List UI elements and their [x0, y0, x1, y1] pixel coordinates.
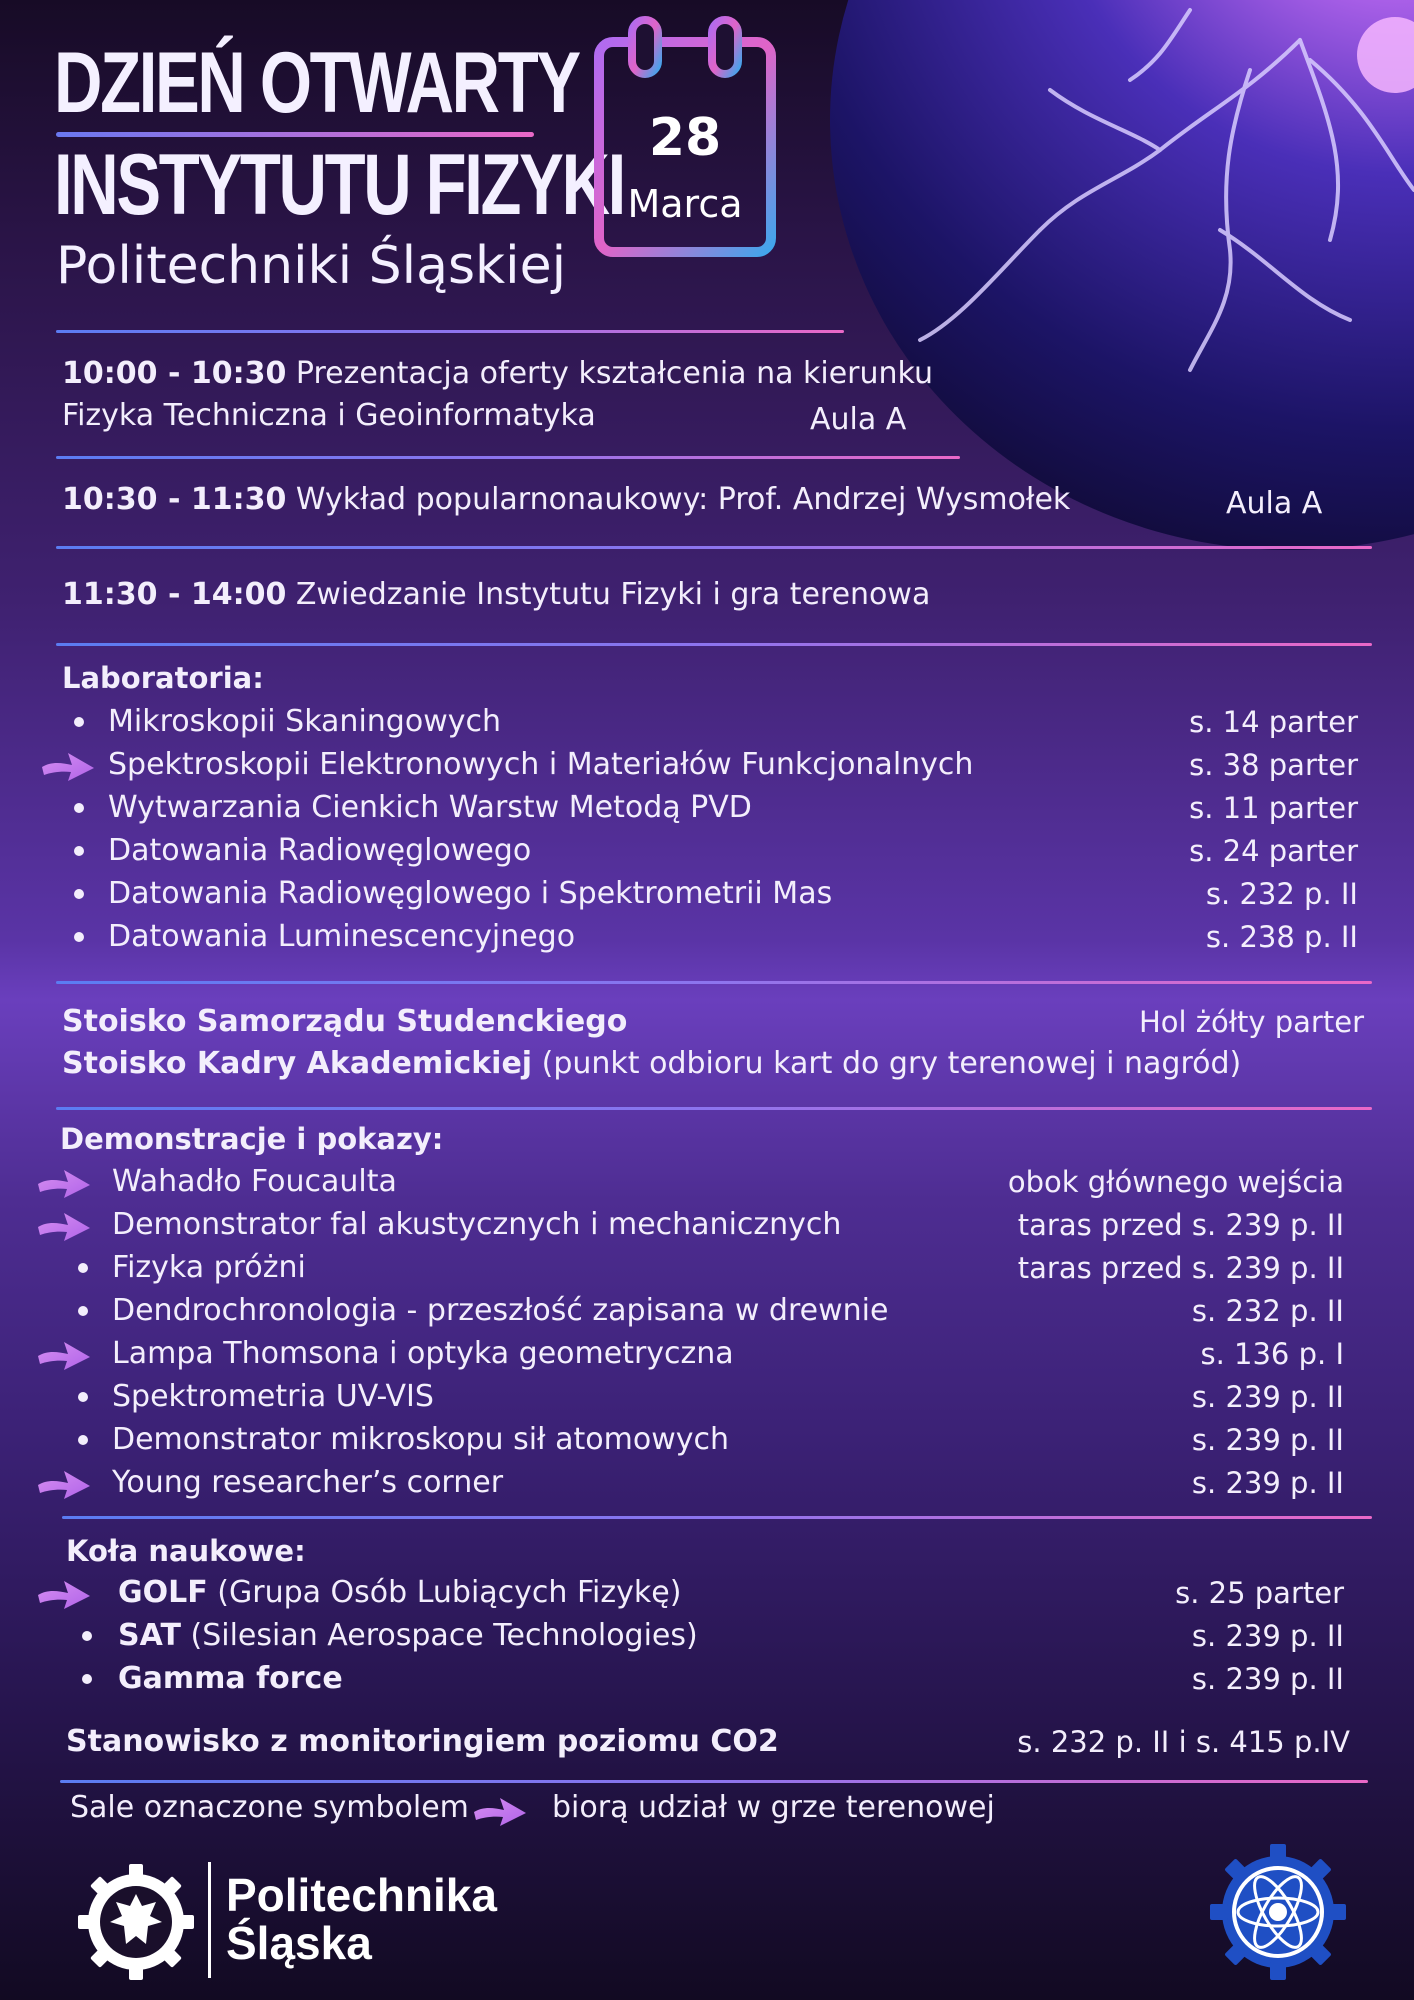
- divider: [56, 981, 1372, 984]
- logo-text-line1: Politechnika: [226, 1869, 497, 1921]
- clubs-heading: Koła naukowe:: [66, 1534, 306, 1568]
- bullet-icon: [74, 889, 84, 899]
- lab-name: Datowania Radiowęglowego i Spektrometrii Mas: [108, 876, 833, 911]
- demo-name: Lampa Thomsona i optyka geometryczna: [112, 1336, 734, 1371]
- club-name-bold: GOLF: [118, 1575, 208, 1610]
- arrow-icon: [34, 1201, 94, 1247]
- bullet-icon: [78, 1306, 88, 1316]
- demo-room: taras przed s. 239 p. II: [1017, 1251, 1344, 1285]
- schedule-text: Prezentacja oferty kształcenia na kierunku: [295, 356, 934, 391]
- arrow-icon: [470, 1786, 530, 1832]
- calendar-icon: [592, 16, 778, 260]
- demos-heading: Demonstracje i pokazy:: [60, 1122, 444, 1156]
- schedule-text-line2: Fizyka Techniczna i Geoinformatyka: [62, 398, 596, 433]
- lab-room: s. 24 parter: [1189, 834, 1358, 868]
- schedule-text: Zwiedzanie Instytutu Fizyki i gra terenowa: [295, 577, 931, 612]
- legend-text-after: biorą udział w grze terenowej: [552, 1790, 995, 1825]
- stand-student-place: Hol żółty parter: [1138, 1005, 1364, 1039]
- bullet-icon: [78, 1435, 88, 1445]
- logo-divider: [208, 1862, 211, 1978]
- physics-institute-logo-icon: [1208, 1842, 1348, 1982]
- logo-text-line2: Śląska: [226, 1917, 372, 1969]
- demo-name: Young researcher’s corner: [112, 1465, 504, 1500]
- demo-room: s. 232 p. II: [1191, 1294, 1344, 1328]
- lab-name: Mikroskopii Skaningowych: [108, 704, 501, 739]
- page-title-line2: INSTYTUTU FIZYKI: [54, 137, 624, 233]
- club-name: [118, 1661, 343, 1697]
- calendar-day: 28: [648, 108, 722, 168]
- co2-label: Stanowisko z monitoringiem poziomu CO2: [66, 1724, 779, 1759]
- bullet-icon: [74, 803, 84, 813]
- club-name-bold: SAT: [118, 1618, 181, 1653]
- demo-room: s. 239 p. II: [1191, 1466, 1344, 1500]
- lab-room: s. 238 p. II: [1205, 920, 1358, 954]
- club-room: s. 239 p. II: [1191, 1619, 1344, 1653]
- demo-room: s. 239 p. II: [1191, 1423, 1344, 1457]
- club-name-bold: Gamma force: [118, 1661, 343, 1696]
- bullet-icon: [74, 932, 84, 942]
- page-title-line1: DZIEŃ OTWARTY: [54, 35, 579, 131]
- lab-name: Datowania Luminescencyjnego: [108, 919, 576, 954]
- bullet-icon: [74, 846, 84, 856]
- divider: [56, 456, 960, 459]
- club-name-rest: (Grupa Osób Lubiących Fizykę): [207, 1575, 682, 1610]
- bullet-icon: [82, 1674, 92, 1684]
- demo-room: s. 239 p. II: [1191, 1380, 1344, 1414]
- demo-room: obok głównego wejścia: [1007, 1165, 1344, 1199]
- divider: [62, 1516, 1372, 1519]
- schedule-time: 10:30 - 11:30: [62, 482, 287, 517]
- divider: [56, 643, 1372, 646]
- divider: [60, 1780, 1368, 1783]
- club-name-rest: (Silesian Aerospace Technologies): [180, 1618, 698, 1653]
- arrow-icon: [34, 1569, 94, 1615]
- stand-staff-note: (punkt odbioru kart do gry terenowej i nagród): [541, 1046, 1242, 1081]
- schedule-item-3: [62, 577, 930, 613]
- legend-text-before: Sale oznaczone symbolem: [70, 1790, 469, 1825]
- schedule-time: 10:00 - 10:30: [62, 356, 287, 391]
- lab-name: Spektroskopii Elektronowych i Materiałów Funkcjonalnych: [108, 747, 974, 782]
- arrow-icon: [34, 1158, 94, 1204]
- demo-name: Demonstrator fal akustycznych i mechanicznych: [112, 1207, 842, 1242]
- demo-room: taras przed s. 239 p. II: [1017, 1208, 1344, 1242]
- stand-student: Stoisko Samorządu Studenckiego: [62, 1004, 628, 1039]
- bullet-icon: [82, 1631, 92, 1641]
- schedule-item-1: [62, 356, 933, 392]
- club-room: s. 239 p. II: [1191, 1662, 1344, 1696]
- arrow-icon: [38, 741, 98, 787]
- arrow-icon: [34, 1459, 94, 1505]
- schedule-time: 11:30 - 14:00: [62, 577, 287, 612]
- schedule-place: Aula A: [810, 402, 907, 437]
- club-room: s. 25 parter: [1175, 1576, 1344, 1610]
- bullet-icon: [78, 1263, 88, 1273]
- bullet-icon: [74, 717, 84, 727]
- lab-name: Wytwarzania Cienkich Warstw Metodą PVD: [108, 790, 752, 825]
- plasma-ball-image: [830, 0, 1414, 550]
- demo-name: Wahadło Foucaulta: [112, 1164, 397, 1199]
- stand-staff: [62, 1046, 1241, 1082]
- lab-room: s. 11 parter: [1189, 791, 1358, 825]
- bullet-icon: [78, 1392, 88, 1402]
- demo-name: Dendrochronologia - przeszłość zapisana w drewnie: [112, 1293, 889, 1328]
- lab-room: s. 38 parter: [1189, 748, 1358, 782]
- arrow-icon: [34, 1330, 94, 1376]
- schedule-place: Aula A: [1226, 486, 1323, 521]
- demo-name: Fizyka próżni: [112, 1250, 306, 1285]
- demo-name: Demonstrator mikroskopu sił atomowych: [112, 1422, 729, 1457]
- lab-name: Datowania Radiowęglowego: [108, 833, 532, 868]
- university-emblem-icon: [74, 1860, 198, 1984]
- labs-heading: Laboratoria:: [62, 661, 264, 695]
- page-subtitle: Politechniki Śląskiej: [56, 236, 567, 296]
- lab-room: s. 232 p. II: [1205, 877, 1358, 911]
- calendar-month: Marca: [627, 182, 743, 226]
- divider: [56, 1107, 1372, 1110]
- club-name: [118, 1618, 698, 1654]
- demo-room: s. 136 p. I: [1200, 1337, 1344, 1371]
- divider: [56, 546, 1372, 549]
- lab-room: s. 14 parter: [1189, 705, 1358, 739]
- schedule-item-2: [62, 482, 1070, 518]
- stand-staff-name: Stoisko Kadry Akademickiej: [62, 1046, 533, 1081]
- divider: [56, 330, 844, 333]
- demo-name: Spektrometria UV-VIS: [112, 1379, 434, 1414]
- club-name: [118, 1575, 681, 1611]
- schedule-text: Wykład popularnonaukowy: Prof. Andrzej Wysmołek: [295, 482, 1071, 517]
- co2-room: s. 232 p. II i s. 415 p.IV: [1017, 1725, 1350, 1759]
